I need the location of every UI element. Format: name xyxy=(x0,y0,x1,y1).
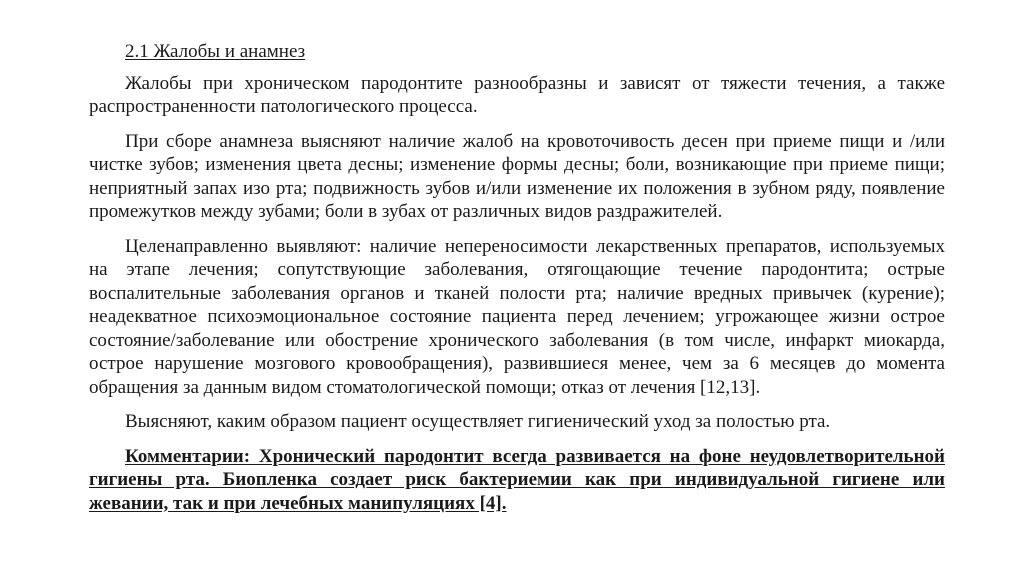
document-page xyxy=(89,40,945,515)
comment-paragraph: Комментарии: Хронический пародонтит всегда развивается на фоне неудовлетворительной гигиены рта. Биопленка создает риск бактериемии как при индивидуальной гигиене или жевании, так и при лечебных манипуляциях [4]. xyxy=(89,445,945,514)
paragraph-complaints: Жалобы при хроническом пародонтите разнообразны и зависят от тяжести течения, а также распространенности патологического процесса. xyxy=(89,72,945,117)
paragraph-hygiene: Выясняют, каким образом пациент осуществляет гигиенический уход за полостью рта. xyxy=(125,411,831,432)
section-heading: 2.1 Жалобы и анамнез xyxy=(125,41,306,62)
paragraph-anamnesis: При сборе анамнеза выясняют наличие жалоб на кровоточивость десен при приеме пищи и /или чистке зубов; изменения цвета десны; изменение формы десны; боли, возникающие при приеме пищи; неприятный запах изо рта; подвижность зубов и/или изменение их положения в зубном ряду, появление промежутков между зубами; боли в зубах от различных видов раздражителей. xyxy=(89,130,945,222)
paragraph-targeted-findings: Целенаправленно выявляют: наличие непереносимости лекарственных препаратов, используемых на этапе лечения; сопутствующие заболевания, отягощающие течение пародонтита; острые воспалительные заболевания органов и тканей полости рта; наличие вредных привычек (курение); неадекватное психоэмоциональное состояние пациента перед лечением; угрожающее жизни острое состояние/заболевание или обострение хронического заболевания (в том числе, инфаркт миокарда, острое нарушение мозгового кровообращения), развившиеся менее, чем за 6 месяцев до момента обращения за данным видом стоматологической помощи; отказ от лечения [12,13]. xyxy=(89,235,945,398)
